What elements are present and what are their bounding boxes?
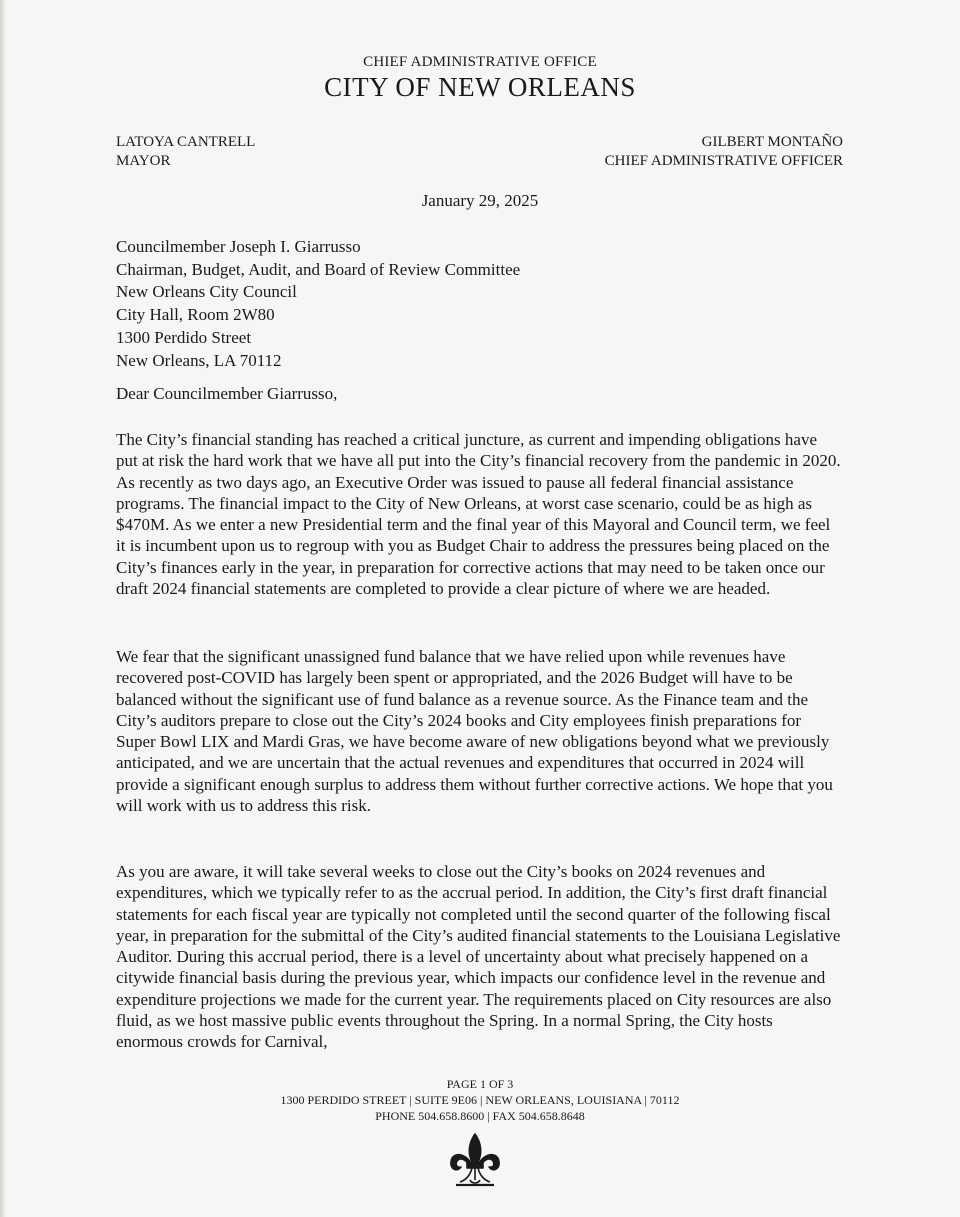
paragraph-text: The City’s financial standing has reached a critical juncture, as current and impending obligations have put at risk the hard work that we have all put into the City’s financial recovery from the pandemic in 2020. As recently as two days ago, an Executive Order was issued to pause all federal financial assistance programs. The financial impact to the City of New Orleans, at worst case scenario, could be as high as $470M. As we enter a new Presidential term and the final year of this Mayoral and Council term, we feel it is incumbent upon us to regroup with you as Budget Chair to address the pressures being placed on the City’s finances early in the year, in preparation for corrective actions that may need to be taken once our draft 2024 financial statements are completed to provide a clear picture of where we are headed. — [116, 430, 841, 599]
body-paragraph-3 — [116, 861, 842, 1053]
page-footer — [0, 1076, 960, 1124]
letterhead-office: CHIEF ADMINISTRATIVE OFFICE — [363, 54, 597, 70]
body-paragraph-1 — [116, 429, 842, 599]
recipient-line: Chairman, Budget, Audit, and Board of Review Committee — [116, 259, 521, 279]
paragraph-text: We fear that the significant unassigned fund balance that we have relied upon while revenues have recovered post-COVID has largely been spent or appropriated, and the 2026 Budget will have to be balanced without the significant use of fund balance as a revenue source. As the Finance team and the City’s auditors prepare to close out the City’s 2024 books and City employees finish preparations for Super Bowl LIX and Mardi Gras, we have become aware of new obligations beyond what we previously anticipated, and we are uncertain that the actual revenues and expenditures that occurred in 2024 will provide a significant enough surplus to address them without further corrective actions. We hope that you will work with us to address this risk. — [116, 647, 833, 816]
cao-title: CHIEF ADMINISTRATIVE OFFICER — [604, 153, 843, 169]
letterhead-city: CITY OF NEW ORLEANS — [324, 72, 636, 102]
recipient-line: 1300 Perdido Street — [116, 327, 252, 347]
mayor-title: MAYOR — [116, 153, 171, 169]
mayor-block — [116, 133, 255, 171]
recipient-line: City Hall, Room 2W80 — [116, 305, 275, 325]
fleur-de-lis-icon — [446, 1130, 504, 1190]
mayor-name: LATOYA CANTRELL — [116, 134, 256, 150]
page-number: PAGE 1 OF 3 — [446, 1077, 514, 1091]
recipient-address — [116, 236, 520, 372]
recipient-line: New Orleans, LA 70112 — [116, 350, 282, 370]
cao-name: GILBERT MONTAÑO — [701, 134, 843, 150]
footer-contact: PHONE 504.658.8600 | FAX 504.658.8648 — [375, 1109, 585, 1123]
salutation: Dear Councilmember Giarrusso, — [116, 384, 338, 403]
recipient-line: New Orleans City Council — [116, 282, 297, 302]
paragraph-text: As you are aware, it will take several weeks to close out the City’s books on 2024 revenues and expenditures, which we typically refer to as the accrual period. In addition, the City’s first draft financial statements for each fiscal year are typically not completed until the second quarter of the following fiscal year, in preparation for the submittal of the City’s audited financial statements to the Louisiana Legislative Auditor. During this accrual period, there is a level of uncertainty about what precisely happened on a citywide financial basis during the previous year, which impacts our confidence level in the revenue and expenditure projections we made for the current year. The requirements placed on City resources are also fluid, as we host massive public events throughout the Spring. In a normal Spring, the City hosts enormous crowds for Carnival, — [116, 862, 841, 1052]
recipient-line: Councilmember Joseph I. Giarrusso — [116, 237, 361, 256]
page-edge-shadow — [0, 0, 6, 1217]
footer-address: 1300 PERDIDO STREET | SUITE 9E06 | NEW ORLEANS, LOUISIANA | 70112 — [280, 1093, 680, 1107]
letter-date: January 29, 2025 — [421, 191, 539, 210]
body-paragraph-2 — [116, 646, 842, 816]
cao-block — [605, 133, 843, 171]
